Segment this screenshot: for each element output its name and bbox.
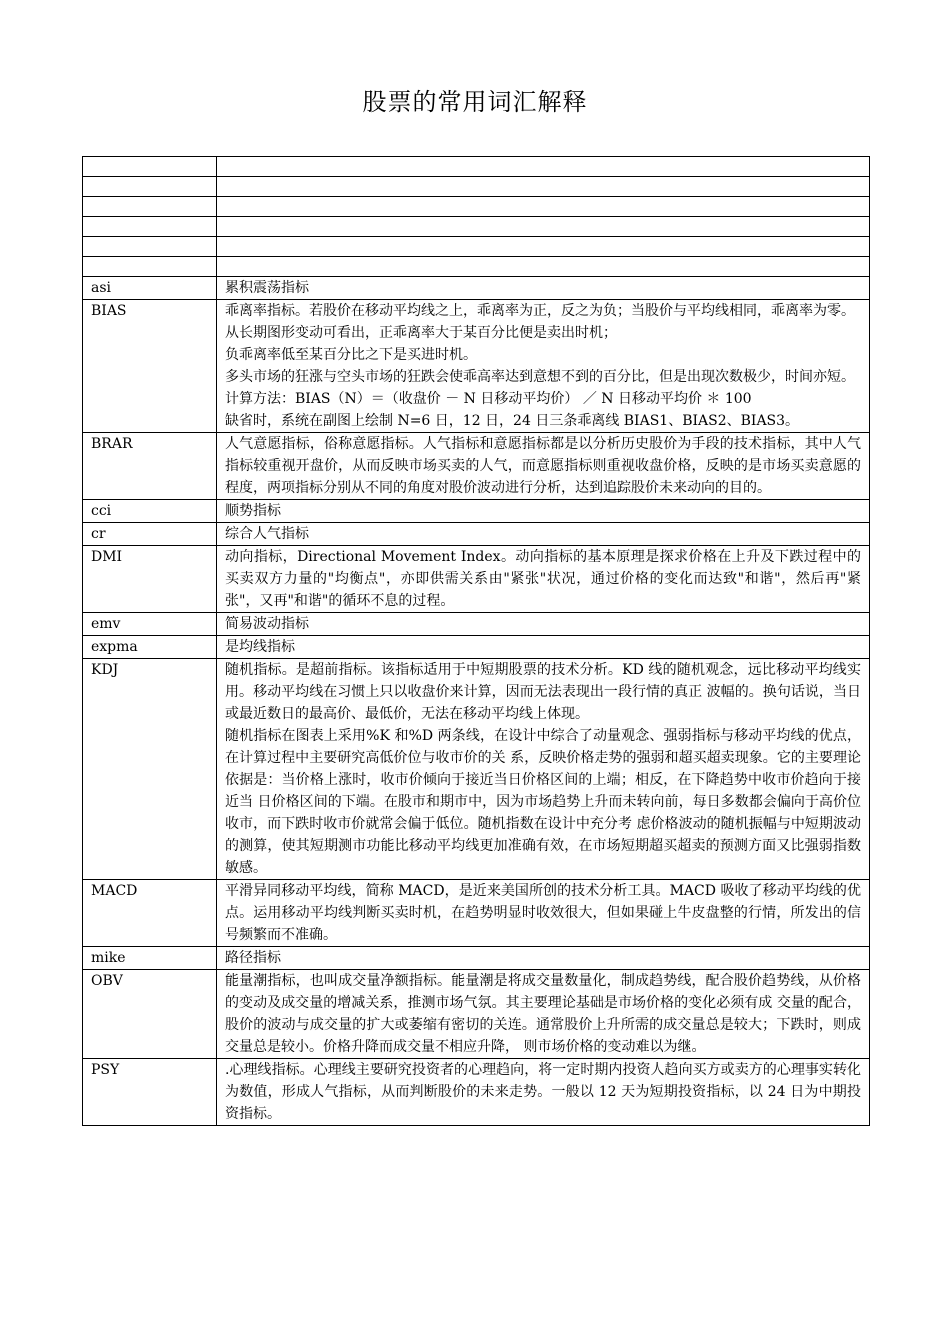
table-row [83, 947, 870, 970]
blank-cell [217, 197, 870, 217]
table-row [83, 880, 870, 947]
definition-cell [217, 947, 870, 970]
term-cell: cci [83, 500, 217, 523]
table-row [83, 613, 870, 636]
term-cell: asi [83, 277, 217, 300]
glossary-table-body [83, 157, 870, 1126]
table-row [83, 500, 870, 523]
table-row [83, 300, 870, 433]
blank-cell [217, 237, 870, 257]
definition-cell [217, 523, 870, 546]
definition-cell [217, 277, 870, 300]
glossary-table [82, 156, 870, 1126]
definition-cell [217, 636, 870, 659]
term-cell: BIAS [83, 300, 217, 433]
blank-cell [83, 177, 217, 197]
blank-cell [83, 217, 217, 237]
definition-line: 累积震荡指标 [225, 280, 309, 296]
definition-cell [217, 546, 870, 613]
blank-cell [83, 237, 217, 257]
page-title: 股票的常用词汇解释 [362, 88, 588, 116]
blank-row [83, 217, 870, 237]
definition-line: 计算方法：BIAS（N）＝（收盘价 － N 日移动平均价） ／ N 日移动平均价 ＊ 100 [225, 391, 752, 407]
table-row [83, 636, 870, 659]
table-row [83, 970, 870, 1059]
blank-row [83, 197, 870, 217]
definition-line: 能量潮指标，也叫成交量净额指标。能量潮是将成交量数量化，制成趋势线，配合股价趋势线，从价格的变动及成交量的增减关系，推测市场气氛。其主要理论基础是市场价格的变化必须有成 交量的配合，股价的波动与成交量的扩大或萎缩有密切的关连。通常股价上升所需的成交量总是较大；下跌时，则成交量总是较小。价格升降而成交量不相应升降， 则市场价格的变动难以为继。 [225, 973, 861, 1055]
definition-cell [217, 1059, 870, 1126]
table-row [83, 659, 870, 880]
table-row [83, 1059, 870, 1126]
term-cell: DMI [83, 546, 217, 613]
definition-cell [217, 433, 870, 500]
definition-cell [217, 970, 870, 1059]
term-cell: BRAR [83, 433, 217, 500]
definition-line: 综合人气指标 [225, 526, 309, 542]
definition-line: 乖离率指标。若股价在移动平均线之上，乖离率为正，反之为负；当股价与平均线相同，乖离率为零。 [225, 303, 855, 319]
definition-line: 顺势指标 [225, 503, 281, 519]
definition-line: 缺省时，系统在副图上绘制 N=6 日，12 日，24 日三条乖离线 BIAS1、BIAS2、BIAS3。 [225, 413, 800, 429]
definition-cell [217, 880, 870, 947]
definition-line: 随机指标在图表上采用%K 和%D 两条线，在设计中综合了动量观念、强弱指标与移动平均线的优点，在计算过程中主要研究高低价位与收市价的关 系，反映价格走势的强弱和超买超卖现象。它的主要理论依据是：当价格上涨时，收市价倾向于接近当日价格区间的上端；相反，在下降趋势中收市价趋向于接近当 日价格区间的下端。在股市和期市中，因为市场趋势上升而未转向前，每日多数都会偏向于高价位收市，而下跌时收市价就常会偏于低位。随机指数在设计中充分考 虑价格波动的随机振幅与中短期波动的测算，使其短期测市功能比移动平均线更加准确有效，在市场短期超买超卖的预测方面又比强弱指数敏感。 [225, 728, 861, 876]
term-cell: OBV [83, 970, 217, 1059]
definition-line: 人气意愿指标，俗称意愿指标。人气指标和意愿指标都是以分析历史股价为手段的技术指标，其中人气指标较重视开盘价，从而反映市场买卖的人气，而意愿指标则重视收盘价格，反映的是市场买卖意愿的程度，两项指标分别从不同的角度对股价波动进行分析，达到追踪股价未来动向的目的。 [225, 436, 861, 496]
term-cell: emv [83, 613, 217, 636]
definition-cell [217, 500, 870, 523]
table-row [83, 277, 870, 300]
definition-line: 负乖离率低至某百分比之下是买进时机。 [225, 347, 477, 363]
definition-line: 简易波动指标 [225, 616, 309, 632]
term-cell: MACD [83, 880, 217, 947]
definition-cell [217, 659, 870, 880]
definition-line: 随机指标。是超前指标。该指标适用于中短期股票的技术分析。KD 线的随机观念，远比移动平均线实用。移动平均线在习惯上只以收盘价来计算，因而无法表现出一段行情的真正 波幅的。换句话说，当日或最近数日的最高价、最低价，无法在移动平均线上体现。 [225, 662, 861, 722]
blank-row [83, 257, 870, 277]
definition-line: .心理线指标。心理线主要研究投资者的心理趋向，将一定时期内投资人趋向买方或卖方的心理事实转化为数值，形成人气指标，从而判断股价的未来走势。一般以 12 天为短期投资指标，以 24 日为中期投资指标。 [225, 1062, 861, 1122]
definition-cell [217, 613, 870, 636]
definition-cell [217, 300, 870, 433]
blank-cell [217, 177, 870, 197]
table-row [83, 523, 870, 546]
blank-cell [217, 217, 870, 237]
blank-cell [83, 197, 217, 217]
definition-line: 多头市场的狂涨与空头市场的狂跌会使乖高率达到意想不到的百分比，但是出现次数极少，时间亦短。 [225, 369, 855, 385]
term-cell: cr [83, 523, 217, 546]
table-row [83, 546, 870, 613]
blank-row [83, 237, 870, 257]
blank-cell [83, 157, 217, 177]
term-cell: KDJ [83, 659, 217, 880]
blank-row [83, 177, 870, 197]
blank-cell [83, 257, 217, 277]
definition-line: 路径指标 [225, 950, 281, 966]
term-cell: mike [83, 947, 217, 970]
blank-row [83, 157, 870, 177]
blank-cell [217, 257, 870, 277]
definition-line: 是均线指标 [225, 639, 295, 655]
definition-line: 动向指标，Directional Movement Index。动向指标的基本原理是探求价格在上升及下跌过程中的买卖双方力量的"均衡点"，亦即供需关系由"紧张"状况，通过价格的变化而达致"和谐"，然后再"紧张"，又再"和谐"的循环不息的过程。 [225, 549, 861, 609]
definition-line: 从长期图形变动可看出，正乖离率大于某百分比便是卖出时机； [225, 325, 617, 341]
blank-cell [217, 157, 870, 177]
definition-line: 平滑异同移动平均线，简称 MACD，是近来美国所创的技术分析工具。MACD 吸收了移动平均线的优点。运用移动平均线判断买卖时机，在趋势明显时收效很大，但如果碰上牛皮盘整的行情，所发出的信号频繁而不准确。 [225, 883, 861, 943]
term-cell: expma [83, 636, 217, 659]
term-cell: PSY [83, 1059, 217, 1126]
table-row [83, 433, 870, 500]
